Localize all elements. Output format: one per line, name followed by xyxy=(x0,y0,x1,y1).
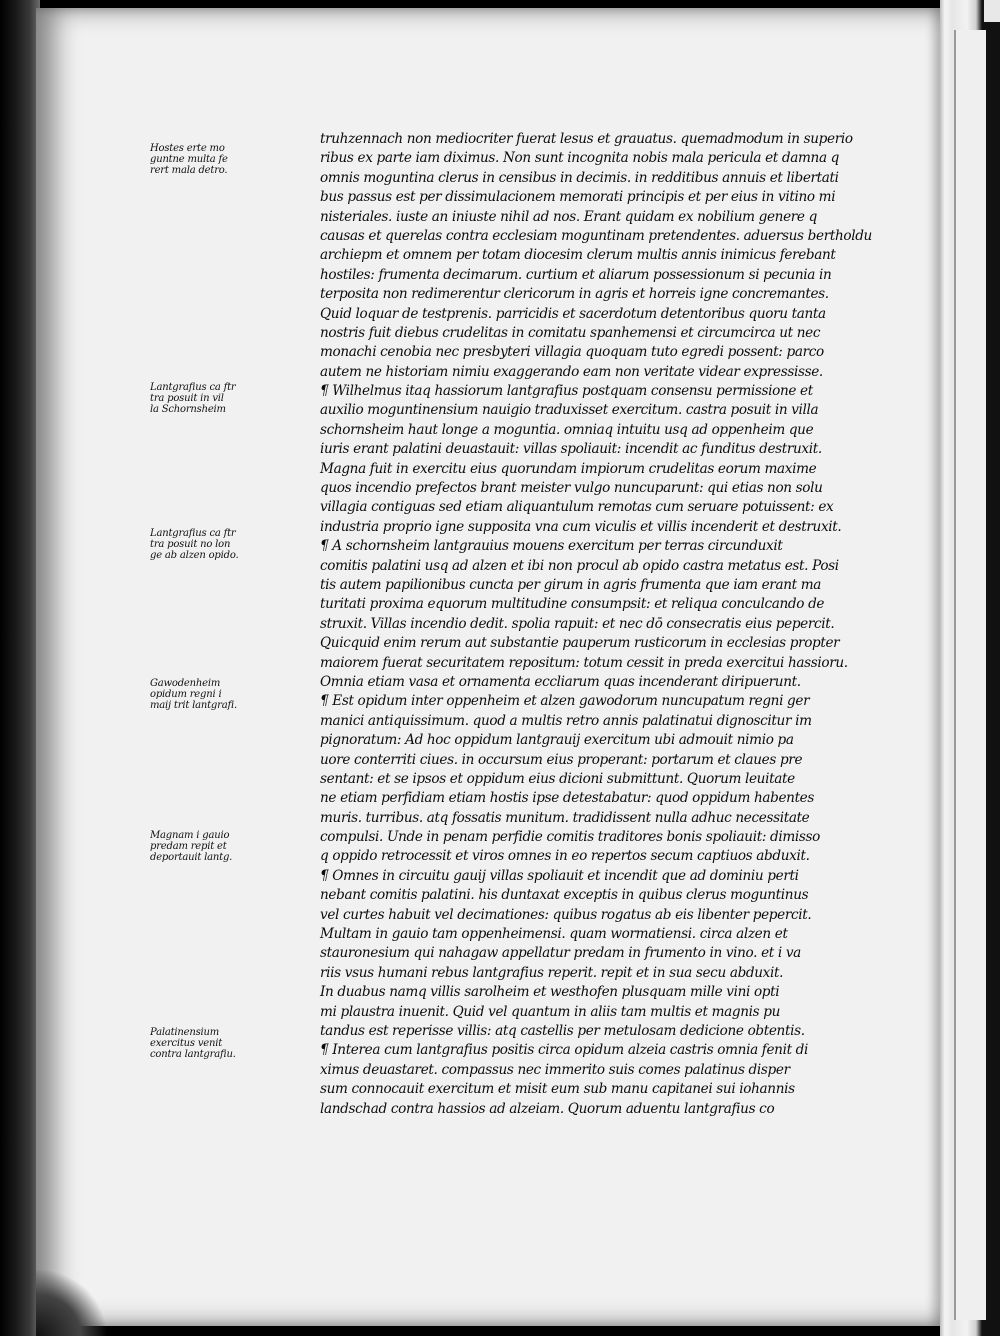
marginal-note-line: Lantgrafius ca ftr xyxy=(150,382,236,393)
text-line: truhzennach non mediocriter fuerat lesus et grauatus. quemadmodum in superio xyxy=(320,131,853,147)
text-line: In duabus namq villis sarolheim et westhofen plusquam mille vini opti xyxy=(320,984,780,1001)
text-line: sentant: et se ipsos et oppidum eius dicioni submittunt. Quorum leuitate xyxy=(320,770,795,787)
marginal-note-line: exercitus venit xyxy=(150,1038,223,1049)
text-line: riis vsus humani rebus lantgrafius reperit. repit et in sua secu abduxit. xyxy=(320,964,784,981)
text-line: nebant comitis palatini. his duntaxat exceptis in quibus clerus moguntinus xyxy=(320,887,809,904)
text-line: turitati proxima equorum multitudine consumpsit: et reliqua conculcando de xyxy=(320,596,825,613)
text-line: q oppido retrocessit et viros omnes in eo repertos secum captiuos abduxit. xyxy=(320,848,810,865)
marginal-note-line: Lantgrafius ca ftr xyxy=(150,528,236,539)
marginal-note xyxy=(150,143,300,176)
marginal-note-line: rert mala detro. xyxy=(150,165,228,176)
text-line: stauronesium qui nahagaw appellatur predam in frumento in vino. et i va xyxy=(320,945,801,962)
text-line: causas et querelas contra ecclesiam moguntinam pretendentes. aduersus bertholdu xyxy=(320,227,872,244)
text-line: manici antiquissimum. quod a multis retro annis palatinatui dignoscitur im xyxy=(320,712,812,729)
marginal-note-line: contra lantgrafiu. xyxy=(150,1049,236,1060)
marginal-note-line: maij trit lantgrafi. xyxy=(150,700,237,711)
text-line: pignoratum: Ad hoc oppidum lantgrauij exercitum ubi admouit nimio pa xyxy=(320,732,794,749)
text-line: Omnia etiam vasa et ornamenta eccliarum quas incenderant diripuerunt. xyxy=(320,673,801,690)
text-line: villagia contiguas sed etiam aliquantulum remotas cum seruare potuissent: ex xyxy=(320,499,834,516)
text-line: comitis palatini usq ad alzen et ibi non procul ab opido castra metatus est. Posi xyxy=(320,557,839,574)
marginal-note-line: opidum regni i xyxy=(150,689,222,700)
marginal-note-line: Gawodenheim xyxy=(150,678,221,689)
text-line: ne etiam perfidiam etiam hostis ipse detestabatur: quod oppidum habentes xyxy=(320,790,814,807)
text-line: iuris erant palatini deuastauit: villas spoliauit: incendit ac funditus destruxit. xyxy=(320,441,822,458)
text-line: struxit. Villas incendio dedit. spolia rapuit: et nec dō consecratis eius pepercit. xyxy=(320,615,835,632)
marginal-note-line: Magnam i gauio xyxy=(150,830,230,841)
marginal-note-line: deportauit lantg. xyxy=(150,852,233,863)
marginal-note-line: predam repit et xyxy=(150,841,227,852)
text-line: vel curtes habuit vel decimationes: quibus rogatus ab eis libenter pepercit. xyxy=(320,906,812,923)
marginal-note-line: tra posuit in vil xyxy=(150,393,224,404)
marginal-note-line: ge ab alzen opido. xyxy=(150,550,239,561)
marginal-note xyxy=(150,830,300,863)
text-line: schornsheim haut longe a moguntia. omniaq intuitu usq ad oppenheim que xyxy=(320,421,814,438)
marginal-note xyxy=(150,1027,300,1060)
text-line: ¶ Wilhelmus itaq hassiorum lantgrafius postquam consensu permissione et xyxy=(320,383,813,400)
text-line: industria proprio igne supposita vna cum viculis et villis incenderit et destruxit. xyxy=(320,518,842,535)
marginal-note-line: la Schornsheim xyxy=(150,404,226,415)
text-line: quos incendio prefectos brant meister vulgo nuncuparunt: qui etias non solu xyxy=(320,480,823,497)
page-edges xyxy=(940,0,1000,1336)
marginal-note-line: Hostes erte mo xyxy=(150,143,225,154)
text-line: omnis moguntina clerus in censibus in decimis. in redditibus annuis et libertati xyxy=(320,169,839,186)
page-corner-tab xyxy=(984,0,1000,22)
text-line: mi plaustra inuenit. Quid vel quantum in aliis tam multis et magnis pu xyxy=(320,1003,780,1020)
text-line: hostiles: frumenta decimarum. curtium et aliarum possessionum si pecunia in xyxy=(320,266,832,283)
text-line: terposita non redimerentur clericorum in agris et horreis igne concremantes. xyxy=(320,286,829,303)
text-line: Multam in gauio tam oppenheimensi. quam wormatiensi. circa alzen et xyxy=(320,926,788,943)
text-line: monachi cenobia nec presbyteri villagia quoquam tuto egredi possent: parco xyxy=(320,344,824,361)
text-line: ¶ Omnes in circuitu gauij villas spoliauit et incendit que ad dominiu perti xyxy=(320,867,799,884)
text-line: ¶ Interea cum lantgrafius positis circa opidum alzeia castris omnia fenit di xyxy=(320,1042,809,1059)
text-line: Magna fuit in exercitu eius quorundam impiorum crudelitas eorum maxime xyxy=(320,460,817,477)
marginal-note xyxy=(150,528,300,561)
text-line: tandus est reperisse villis: atq castellis per metulosam dedicione obtentis. xyxy=(320,1022,805,1039)
text-line: ¶ A schornsheim lantgrauius mouens exercitum per terras circunduxit xyxy=(320,538,783,555)
marginal-note xyxy=(150,382,300,415)
text-line: nisteriales. iuste an iniuste nihil ad nos. Erant quidam ex nobilium genere q xyxy=(320,208,817,225)
marginal-note-line: guntne multa fe xyxy=(150,154,228,165)
text-line: bus passus est per dissimulacionem memorati principis et per eius in vitino mi xyxy=(320,189,836,206)
text-line: Quid loquar de testprenis. parricidis et sacerdotum detentoribus quoru tanta xyxy=(320,305,826,322)
text-line: autem ne historiam nimiu exaggerando eam non veritate videar expressisse. xyxy=(320,363,823,380)
text-line: compulsi. Unde in penam perfidie comitis traditores bonis spoliauit: dimisso xyxy=(320,829,820,846)
text-line: ximus deuastaret. compassus nec immerito suis comes palatinus disper xyxy=(320,1061,790,1078)
text-line: ¶ Est opidum inter oppenheim et alzen gawodorum nuncupatum regni ger xyxy=(320,693,810,710)
text-line: muris. turribus. atq fossatis munitum. tradidissent nulla adhuc necessitate xyxy=(320,809,810,826)
thumb-shadow xyxy=(36,1270,106,1336)
text-line: tis autem papilionibus cuncta per girum in agris frumenta que iam erant ma xyxy=(320,576,821,593)
main-text-block xyxy=(320,130,872,1119)
text-line: ribus ex parte iam diximus. Non sunt incognita nobis mala pericula et damna q xyxy=(320,150,840,167)
text-line: maiorem fuerat securitatem repositum: totum cessit in preda exercitui hassioru. xyxy=(320,654,848,671)
marginal-note-line: Palatinensium xyxy=(150,1027,220,1038)
next-page-edge xyxy=(954,30,986,1320)
text-line: nostris fuit diebus crudelitas in comitatu spanhemensi et circumcirca ut nec xyxy=(320,324,821,341)
text-line: auxilio moguntinensium nauigio traduxisset exercitum. castra posuit in villa xyxy=(320,402,819,419)
marginal-note-line: tra posuit no lon xyxy=(150,539,231,550)
text-line: archiepm et omnem per totam diocesim clerum multis annis inimicus ferebant xyxy=(320,247,836,264)
marginal-note xyxy=(150,678,300,711)
book-spine-shadow xyxy=(0,0,40,1336)
text-line: sum connocauit exercitum et misit eum sub manu capitanei sui iohannis xyxy=(320,1081,795,1098)
text-line: uore conterriti ciues. in occursum eius properant: portarum et claues pre xyxy=(320,751,803,768)
text-line: landschad contra hassios ad alzeiam. Quorum aduentu lantgrafius co xyxy=(320,1100,775,1117)
text-line: Quicquid enim rerum aut substantie pauperum rusticorum in ecclesias propter xyxy=(320,635,840,652)
